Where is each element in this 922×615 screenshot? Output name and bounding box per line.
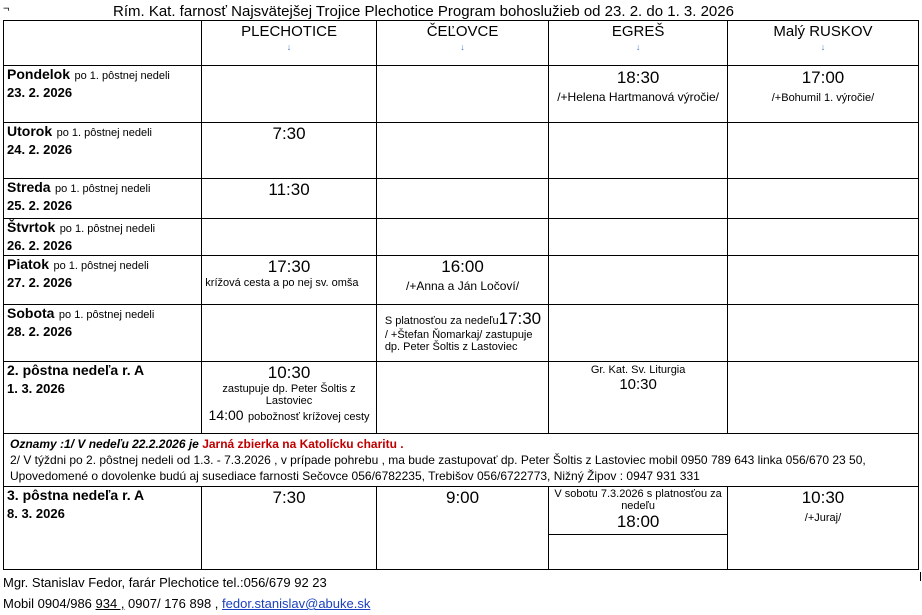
egres-cell: 18:30 /+Helena Hartmanová výročie/ (549, 66, 728, 123)
plechotice-cell (202, 305, 377, 362)
footer-pastor: Mgr. Stanislav Fedor, farár Plechotice tel.:056/679 92 23 (3, 575, 327, 590)
header-celovce: ČEĽOVCE ↓ (376, 21, 548, 66)
egres-cell (549, 179, 728, 219)
table-row (4, 123, 919, 179)
celovce-cell (376, 66, 548, 123)
table-row (4, 66, 919, 123)
table-row (4, 219, 919, 256)
day-cell: Štvrtok po 1. pôstnej nedeli 26. 2. 2026 (4, 219, 202, 256)
egres-cell (549, 123, 728, 179)
table-row (4, 305, 919, 362)
maly-ruskov-cell: 17:00 /+Bohumil 1. výročie/ (727, 66, 918, 123)
egres-cell (549, 256, 728, 305)
arrow-down-icon: ↓ (286, 42, 292, 52)
celovce-cell: 9:00 (376, 487, 548, 570)
arrow-down-icon: ↓ (820, 42, 826, 52)
celovce-cell: S platnosťou za nedeľu17:30 / +Štefan Ňomarkaj/ zastupuje dp. Peter Šoltis z Lastoviec (376, 305, 548, 362)
announcements-cell: Oznamy :1/ V nedeľu 22.2.2026 je Jarná zbierka na Katolícku charitu . 2/ V týždni po 2. pôstnej nedeli od 1.3. - 7.3.2026 , v prípade pohrebu , ma bude zastupovať dp. Peter Šoltis z Lastoviec mobil 0950 789 643 linka 056/670 23 50, Upovedomené o dovolenke budú aj susediace farnosti Sečovce 056/6782235, Trebišov 056/6722773, Nižný Žipov : 0947 931 331 (4, 434, 919, 487)
header-maly-ruskov: Malý RUSKOV ↓ (727, 21, 918, 66)
celovce-cell (376, 179, 548, 219)
plechotice-cell: 17:30 krížová cesta a po nej sv. omša (202, 256, 377, 305)
maly-ruskov-cell (727, 305, 918, 362)
maly-ruskov-cell (727, 362, 918, 434)
egres-cell: V sobotu 7.3.2026 s platnosťou za nedeľu 18:00 (549, 487, 728, 570)
maly-ruskov-cell (727, 256, 918, 305)
header-empty-cell (4, 21, 202, 66)
email-link[interactable]: fedor.stanislav@abuke.sk (222, 596, 371, 611)
plechotice-cell: 10:30 zastupuje dp. Peter Šoltis z Lastoviec 14:00 pobožnosť krížovej cesty (202, 362, 377, 434)
table-row (4, 362, 919, 434)
day-cell: Piatok po 1. pôstnej nedeli 27. 2. 2026 (4, 256, 202, 305)
schedule-table (3, 20, 919, 570)
document-title (0, 2, 922, 20)
celovce-cell (376, 362, 548, 434)
margin-marker (920, 572, 921, 581)
table-row (4, 179, 919, 219)
table-row (4, 256, 919, 305)
plechotice-cell (202, 219, 377, 256)
arrow-down-icon: ↓ (460, 42, 465, 52)
plechotice-cell (202, 66, 377, 123)
day-cell: Pondelok po 1. pôstnej nedeli 23. 2. 2026 (4, 66, 202, 123)
table-row (4, 487, 919, 570)
maly-ruskov-cell (727, 123, 918, 179)
footer-contacts: Mobil 0904/986 934 , 0907/ 176 898 , fedor.stanislav@abuke.sk (3, 596, 371, 611)
header-row (4, 21, 919, 66)
day-cell: Utorok po 1. pôstnej nedeli 24. 2. 2026 (4, 123, 202, 179)
day-cell: Streda po 1. pôstnej nedeli 25. 2. 2026 (4, 179, 202, 219)
day-cell: Sobota po 1. pôstnej nedeli 28. 2. 2026 (4, 305, 202, 362)
plechotice-cell: 7:30 (202, 487, 377, 570)
celovce-cell: 16:00 /+Anna a Ján Ločoví/ (376, 256, 548, 305)
egres-cell (549, 305, 728, 362)
header-plechotice: PLECHOTICE ↓ (202, 21, 377, 66)
celovce-cell (376, 219, 548, 256)
header-egres: EGREŠ ↓ (549, 21, 728, 66)
text-cursor-mark: ¬ (3, 3, 10, 15)
maly-ruskov-cell (727, 179, 918, 219)
day-cell: 3. pôstna nedeľa r. A 8. 3. 2026 (4, 487, 202, 570)
announcements-row (4, 434, 919, 487)
plechotice-cell: 11:30 (202, 179, 377, 219)
title-text: Rím. Kat. farnosť Najsvätejšej Trojice Plechotice Program bohoslužieb od 23. 2. do 1. 3. 2026 (113, 3, 734, 20)
day-cell: 2. pôstna nedeľa r. A 1. 3. 2026 (4, 362, 202, 434)
egres-cell: Gr. Kat. Sv. Liturgia 10:30 (549, 362, 728, 434)
egres-cell (549, 219, 728, 256)
arrow-down-icon: ↓ (635, 42, 641, 52)
maly-ruskov-cell: 10:30 /+Juraj/ (727, 487, 918, 570)
maly-ruskov-cell (727, 219, 918, 256)
celovce-cell (376, 123, 548, 179)
plechotice-cell: 7:30 (202, 123, 377, 179)
